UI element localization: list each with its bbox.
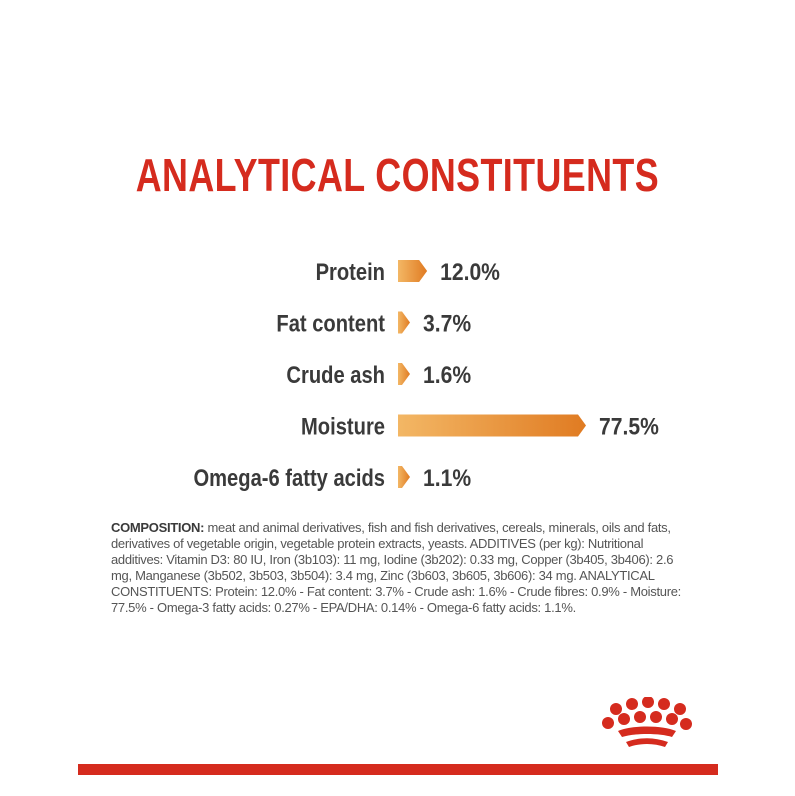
bar [398, 466, 410, 488]
value-label: 1.6% [423, 361, 472, 389]
constituents-chart [0, 240, 795, 510]
bar [398, 312, 410, 334]
value-label: 3.7% [423, 310, 472, 337]
category-label: Moisture [301, 412, 385, 440]
crown-logo-icon [598, 697, 694, 755]
bar-group [193, 258, 658, 491]
composition-lead: COMPOSITION: [111, 520, 205, 535]
value-label: 12.0% [440, 258, 500, 286]
category-label: Fat content [276, 309, 385, 337]
value-label: 1.1% [423, 464, 472, 492]
value-label: 77.5% [599, 413, 659, 440]
composition-body: meat and animal derivatives, fish and fish derivatives, cereals, minerals, oils and fats, derivatives of vegetable origin, vegetable protein extracts, yeasts. ADDITIVES (per kg): Nutritional additives: Vitamin D3: 80 IU, Iron (3b103): 11 mg, Iodine (3b202): 0.33 mg, Copper (3b405, 3b406): 2.6 mg, Manganese (3b502, 3b503, 3b504): 3.4 mg, Zinc (3b603, 3b605, 3b606): 34 mg. ANALYTICAL CONSTITUENTS: Protein: 12.0% - Fat content: 3.7% - Crude ash: 1.6% - Crude fibres: 0.9% - Moisture: 77.5% - Omega-3 fatty acids: 0.27% - EPA/DHA: 0.14% - Omega-6 fatty acids: 1.1%. [111, 520, 681, 615]
brand-stripe [78, 764, 718, 775]
bar [398, 363, 410, 385]
category-label: Protein [315, 258, 385, 286]
bar [398, 415, 586, 437]
bar [398, 260, 427, 282]
category-label: Crude ash [286, 361, 385, 389]
page-title: ANALYTICAL CONSTITUENTS [135, 149, 660, 201]
composition-text [111, 520, 691, 616]
category-label: Omega-6 fatty acids [193, 464, 385, 492]
